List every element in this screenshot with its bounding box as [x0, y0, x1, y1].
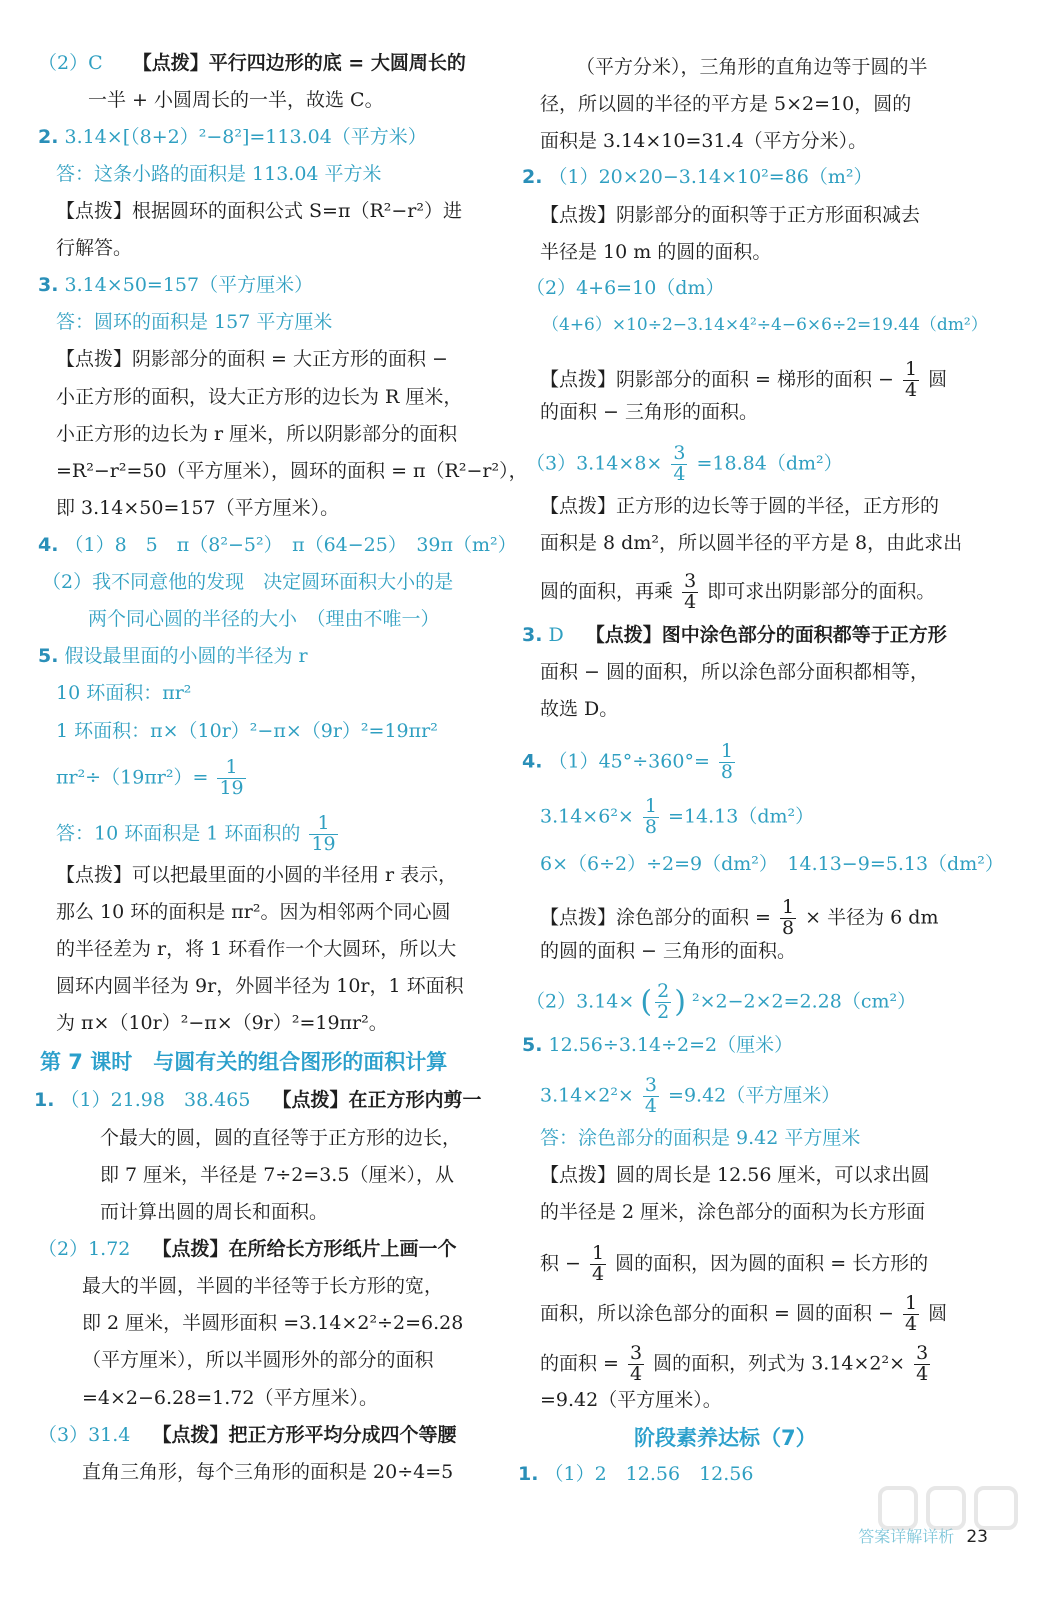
expression: ²×2−2×2=2.28（cm²）: [691, 990, 917, 1013]
hint-part: 的面积 =: [540, 1352, 619, 1375]
hint-text: 【点拨】阴影部分的面积等于正方形面积减去: [540, 204, 921, 226]
watermark-logo-icon: [876, 1482, 1026, 1538]
answer-text: （2）4+6=10（dm）: [526, 277, 725, 299]
fraction: $\frac{2}{2}$: [657, 980, 670, 1023]
expression: =9.42（平方厘米）: [668, 1084, 841, 1107]
section-title: 阶段素养达标（7）: [634, 1426, 817, 1450]
answer-text: （1）20×20−3.14×10²=86（m²）: [548, 166, 873, 188]
hint-text: 为 π×（10r）²−π×（9r）²=19πr²。: [56, 1012, 388, 1034]
footer-label: 答案详解详析: [858, 1527, 955, 1546]
answer-text: （1）2 12.56 12.56: [544, 1463, 754, 1485]
hint-part: 【点拨】涂色部分的面积 =: [540, 906, 771, 929]
question-1: [518, 1465, 753, 1484]
hint-text: 个最大的圆，圆的直径等于正方形的边长，: [100, 1127, 462, 1149]
answer-text: D: [548, 624, 564, 646]
answer-text: 假设最里面的小圆的半径为 r: [64, 645, 308, 667]
question-number: 2.: [38, 126, 59, 148]
hint-part: 【点拨】阴影部分的面积 = 梯形的面积 −: [540, 368, 894, 391]
question-number: 4.: [38, 534, 59, 556]
question-number: 2.: [522, 166, 543, 188]
question-1: [34, 1091, 482, 1110]
hint-text: 故选 D。: [540, 698, 619, 720]
question-4: [522, 742, 738, 783]
hint-text: 【点拨】在所给长方形纸片上画一个: [152, 1238, 457, 1260]
answer-text: 3.14×[（8+2）²−8²]=113.04（平方米）: [64, 126, 427, 148]
question-number: 3.: [38, 274, 59, 296]
answer-text: [540, 797, 814, 838]
hint-text: [540, 360, 947, 401]
hint-text: 面积是 3.14×10=31.4（平方分米）。: [540, 130, 868, 152]
expression: =14.13（dm²）: [668, 805, 815, 828]
hint-text: （平方分米），三角形的直角边等于圆的半: [576, 56, 928, 78]
question-2: [38, 128, 427, 147]
hint-text: 即 7 厘米，半径是 7÷2=3.5（厘米），从: [100, 1164, 454, 1186]
hint-text: 直角三角形，每个三角形的面积是 20÷4=5: [82, 1461, 454, 1483]
answer-text: 10 环面积：πr²: [56, 682, 192, 704]
fraction: $\frac{1}{19}$: [219, 756, 244, 799]
answer-line: [38, 1426, 456, 1445]
answer-text: [56, 758, 249, 799]
hint-text: 【点拨】平行四边形的底 = 大圆周长的: [132, 52, 466, 74]
hint-text: =4×2−6.28=1.72（平方厘米）。: [82, 1387, 378, 1409]
hint-text: [540, 1344, 933, 1385]
hint-part: 积 −: [540, 1252, 581, 1275]
answer-text: （2）我不同意他的发现 决定圆环面积大小的是: [42, 571, 454, 593]
hint-text: 即 2 厘米，半圆形面积 =3.14×2²÷2=6.28: [82, 1312, 464, 1334]
hint-text: [540, 572, 935, 613]
hint-text: 【点拨】正方形的边长等于圆的半径，正方形的: [540, 495, 940, 517]
fraction: $\frac{3}{4}$: [673, 442, 686, 485]
hint-part: 圆的面积，列式为 3.14×2²×: [653, 1352, 906, 1375]
hint-text: 小正方形的面积，设大正方形的边长为 R 厘米，: [56, 386, 463, 408]
expression: =18.84（dm²）: [696, 452, 843, 475]
hint-text: 【点拨】圆的周长是 12.56 厘米，可以求出圆: [540, 1164, 930, 1186]
hint-part: 面积，所以涂色部分的面积 = 圆的面积 −: [540, 1302, 894, 1325]
question-3: [38, 276, 313, 295]
hint-text: 面积 − 圆的面积，所以涂色部分面积都相等，: [540, 661, 930, 683]
answer-text: 3.14×50=157（平方厘米）: [64, 274, 314, 296]
hint-text: 最大的半圆，半圆的半径等于长方形的宽，: [82, 1275, 444, 1297]
hint-text: 【点拨】根据圆环的面积公式 S=π（R²−r²）进: [56, 200, 463, 222]
hint-text: 小正方形的边长为 r 厘米，所以阴影部分的面积: [56, 423, 458, 445]
hint-text: 的半径是 2 厘米，涂色部分的面积为长方形面: [540, 1201, 926, 1223]
page-number: 23: [966, 1527, 988, 1547]
fraction: $\frac{1}{8}$: [782, 896, 795, 939]
hint-text: 行解答。: [56, 237, 133, 259]
fraction: $\frac{1}{8}$: [644, 795, 657, 838]
hint-text: 【点拨】阴影部分的面积 = 大正方形的面积 −: [56, 348, 448, 370]
hint-part: × 半径为 6 dm: [805, 906, 939, 929]
hint-text: [540, 1294, 947, 1335]
section-title: 第 7 课时 与圆有关的组合图形的面积计算: [40, 1050, 448, 1074]
expression: 3.14×2²×: [540, 1084, 634, 1107]
answer-text: （4+6）×10÷2−3.14×4²÷4−6×6÷2=19.44（dm²）: [542, 315, 988, 335]
answer-text: （1）21.98 38.465: [60, 1089, 251, 1111]
hint-text: 的圆的面积 − 三角形的面积。: [540, 940, 796, 962]
answer-text: （3）31.4: [38, 1424, 131, 1446]
hint-text: [540, 898, 938, 939]
hint-part: 圆: [928, 1302, 948, 1325]
fraction: $\frac{1}{19}$: [311, 812, 336, 855]
answer-line: [38, 54, 466, 73]
hint-text: =R²−r²=50（平方厘米），圆环的面积 = π（R²−r²），: [56, 460, 528, 482]
question-number: 5.: [38, 645, 59, 667]
expression: 3.14×6²×: [540, 805, 634, 828]
expression: πr²÷（19πr²）=: [56, 766, 209, 789]
hint-part: 圆的面积，再乘: [540, 580, 674, 603]
hint-text: 【点拨】可以把最里面的小圆的半径用 r 表示，: [56, 864, 458, 886]
hint-text: 那么 10 环的面积是 πr²。因为相邻两个同心圆: [56, 901, 451, 923]
answer-text: 答：这条小路的面积是 113.04 平方米: [56, 163, 382, 185]
hint-text: 面积是 8 dm²，所以圆半径的平方是 8，由此求出: [540, 532, 963, 554]
fraction: $\frac{3}{4}$: [644, 1074, 657, 1117]
question-5: [522, 1036, 793, 1055]
question-number: 5.: [522, 1034, 543, 1056]
fraction: $\frac{3}{4}$: [630, 1342, 643, 1385]
hint-part: 即可求出阴影部分的面积。: [707, 580, 936, 603]
question-2: [522, 168, 873, 187]
expression: （2）3.14×: [526, 990, 635, 1013]
answer-text: （2）3.14× ( $\frac{2}{2}$ ) ²×2−2×2=2.28（cm²）: [526, 980, 917, 1023]
hint-text: 的半径差为 r，将 1 环看作一个大圆环，所以大: [56, 938, 457, 960]
answer-text: 12.56÷3.14÷2=2（厘米）: [548, 1034, 794, 1056]
answer-text: 答：圆环的面积是 157 平方厘米: [56, 311, 333, 333]
fraction: $\frac{1}{4}$: [905, 1292, 918, 1335]
fraction: $\frac{1}{4}$: [905, 358, 918, 401]
fraction: $\frac{3}{4}$: [916, 1342, 929, 1385]
answer-line: [38, 1240, 456, 1259]
question-4: [38, 536, 517, 555]
hint-text: 【点拨】在正方形内剪一: [272, 1089, 482, 1111]
answer-text: 两个同心圆的半径的大小 （理由不唯一）: [88, 608, 440, 630]
answer-text: 答：涂色部分的面积是 9.42 平方厘米: [540, 1127, 861, 1149]
hint-text: 一半 + 小圆周长的一半，故选 C。: [88, 89, 384, 111]
question-3: [522, 626, 947, 645]
hint-text: 【点拨】图中涂色部分的面积都等于正方形: [585, 624, 947, 646]
hint-text: 【点拨】把正方形平均分成四个等腰: [152, 1424, 457, 1446]
hint-text: 即 3.14×50=157（平方厘米）。: [56, 497, 340, 519]
hint-part: 圆的面积，因为圆的面积 = 长方形的: [615, 1252, 929, 1275]
question-number: 4.: [522, 750, 543, 773]
hint-text: [540, 1244, 928, 1285]
question-number: 3.: [522, 624, 543, 646]
fraction: $\frac{1}{4}$: [592, 1242, 605, 1285]
expression: 答：10 环面积是 1 环面积的: [56, 822, 301, 845]
hint-text: 径，所以圆的半径的平方是 5×2=10，圆的: [540, 93, 912, 115]
question-number: 1.: [518, 1463, 539, 1485]
answer-text: [526, 444, 843, 485]
hint-text: 圆环内圆半径为 9r，外圆半径为 10r，1 环面积: [56, 975, 464, 997]
answer-text: 1 环面积：π×（10r）²−π×（9r）²=19πr²: [56, 720, 438, 742]
question-number: 1.: [34, 1089, 55, 1111]
hint-text: =9.42（平方厘米）。: [540, 1389, 722, 1411]
answer-text: （1）8 5 π（8²−5²） π（64−25） 39π（m²）: [64, 534, 517, 556]
fraction: $\frac{3}{4}$: [684, 570, 697, 613]
answer-text: [56, 814, 341, 855]
answer-text: [540, 1076, 840, 1117]
fraction: $\frac{1}{8}$: [720, 740, 734, 783]
hint-part: 圆: [928, 368, 948, 391]
hint-text: 半径是 10 m 的圆的面积。: [540, 241, 772, 263]
question-5: [38, 647, 308, 666]
expression: （3）3.14×8×: [526, 452, 663, 475]
hint-text: （平方厘米），所以半圆形外的部分的面积: [82, 1349, 434, 1371]
answer-text: （2）C: [38, 52, 103, 74]
answer-text: （1）45°÷360°=: [548, 750, 710, 773]
hint-text: 的面积 − 三角形的面积。: [540, 401, 758, 423]
hint-text: 而计算出圆的周长和面积。: [100, 1201, 329, 1223]
answer-text: （2）1.72: [38, 1238, 131, 1260]
answer-text: 6×（6÷2）÷2=9（dm²） 14.13−9=5.13（dm²）: [540, 853, 1004, 875]
